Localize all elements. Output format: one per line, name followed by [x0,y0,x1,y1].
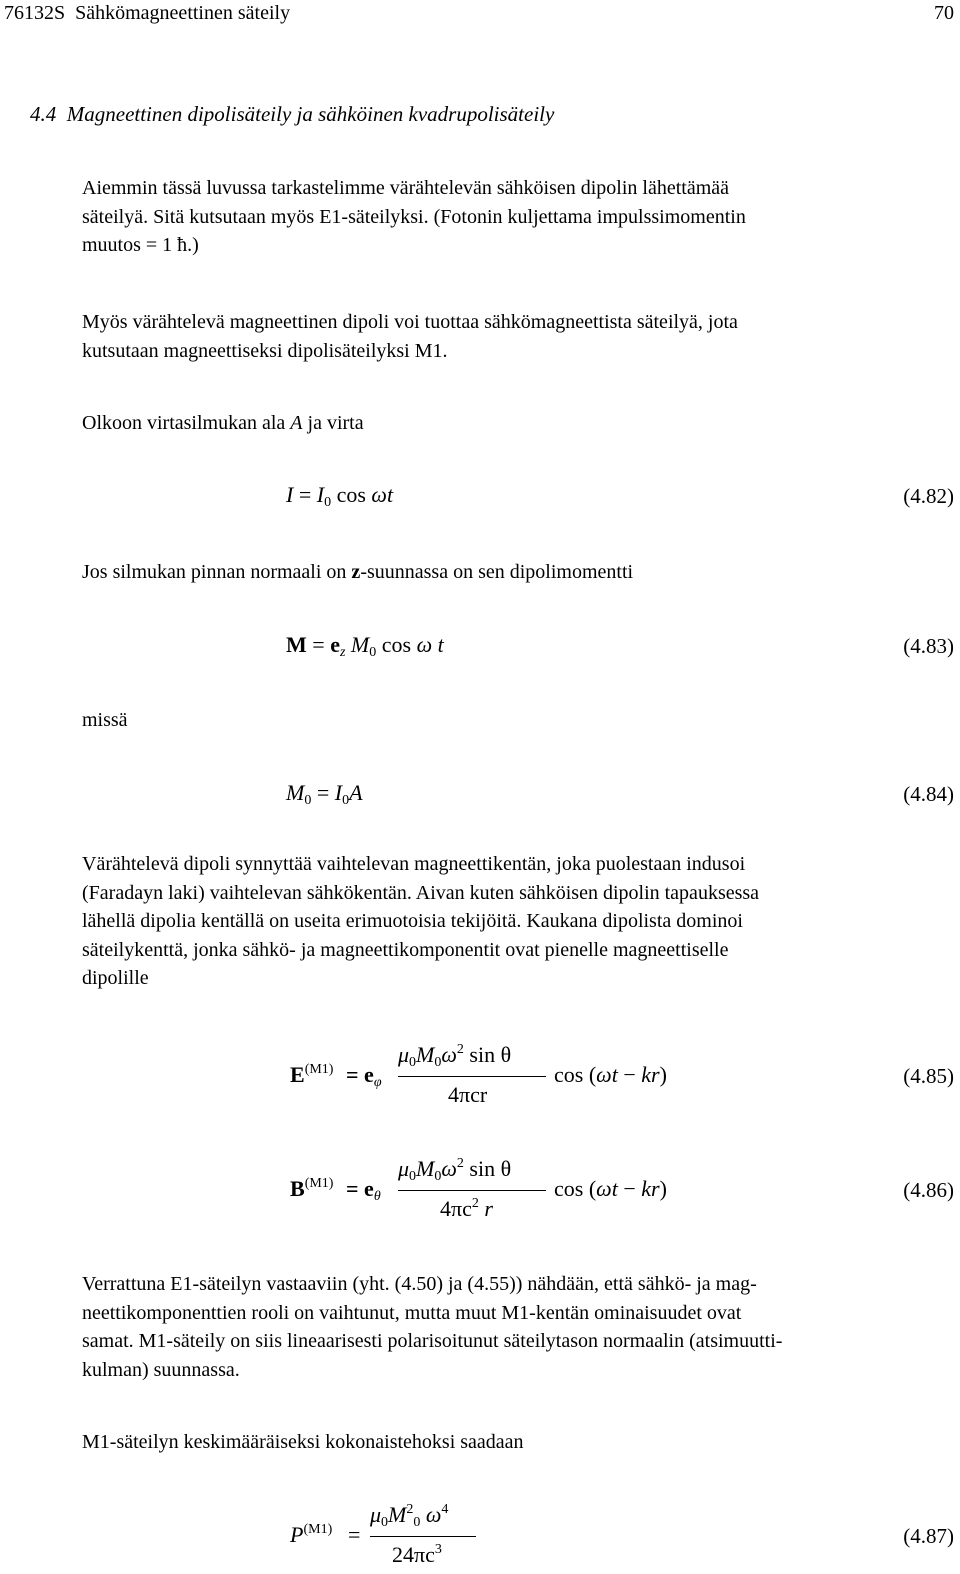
text-line: säteilykenttä, jonka sähkö- ja magneettikomponentit ovat pienelle magneettiselle [82,938,729,961]
subscript: 0 [324,495,332,510]
subscript: 0 [434,1169,442,1184]
subscript: 0 [381,1515,389,1530]
text-line: samat. M1-säteily on siis lineaarisesti polarisoitunut säteilytason normaalin (atsimuutti- [82,1330,783,1352]
symbol-I: I [286,482,294,507]
subscript: 0 [342,793,350,808]
symbol-I: I [334,780,343,805]
minus: − [617,1062,642,1087]
text-run: -suunnassa on sen dipolimomentti [360,561,634,583]
section-title [30,102,554,127]
symbol-z-bold: z [351,561,361,583]
paragraph-2 [82,308,942,365]
den-text: 4πc [440,1196,472,1221]
paren: ) [659,1062,667,1087]
paragraph-7 [82,1270,942,1384]
symbol-t: t [611,1176,618,1201]
paragraph-3 [82,409,942,438]
paren: ) [659,1176,667,1201]
equals: = [306,632,331,657]
cos: cos [376,632,417,657]
equals-e-bold: = e [346,1176,374,1201]
equation-number: (4.87) [903,1524,954,1548]
text-line: lähellä dipolia kentällä on useita erimuotoisia tekijöitä. Kaukana dipolista dominoi [82,910,743,932]
text-line: säteilyä. Sitä kutsutaan myös E1-säteilyksi. (Fotonin kuljettama impulssimomentin [82,205,746,228]
numerator [398,1156,511,1182]
denominator: 4πcr [448,1082,488,1107]
symbol-t: t [611,1062,618,1087]
text-line: neettikomponenttien rooli on vaihtunut, mutta muut M1-kentän ominaisuudet ovat [82,1301,742,1324]
equation-number: (4.86) [903,1178,954,1202]
symbol-M: M [416,1156,435,1181]
section-number: 4.4 [30,102,57,126]
omega: ω [596,1176,612,1201]
equation-4-83 [286,632,444,658]
symbol-P: P [290,1522,304,1547]
sin-theta: sin θ [463,1042,512,1067]
symbol-t: t [432,632,444,657]
text-run: Jos silmukan pinnan normaali on [82,561,352,583]
text-line: kutsutaan magneettiseksi dipolisäteilyksi M1. [82,339,448,362]
mu: μ [398,1042,410,1067]
mu: μ [370,1502,382,1527]
subscript: 0 [304,793,312,808]
subscript: 0 [409,1055,417,1070]
superscript: 3 [434,1542,442,1557]
subscript-theta: θ [373,1189,381,1204]
text-line: muutos = 1 ħ.) [82,234,199,256]
subscript: 0 [413,1515,421,1530]
cos: cos ( [554,1062,597,1087]
omega: ω [441,1042,457,1067]
equation-number: (4.82) [903,484,954,508]
lhs [290,1522,332,1548]
equals: = [348,1522,361,1547]
symbol-e-bold: e [330,632,340,657]
equation-number: (4.83) [903,634,954,658]
omega: ω [416,632,433,657]
symbol-B-bold: B [290,1176,305,1201]
cos-term [554,1062,667,1088]
superscript: 2 [406,1502,414,1517]
symbol-kr: kr [641,1176,660,1201]
fraction-line [398,1076,546,1077]
numerator [370,1502,448,1528]
symbol-A: A [349,780,363,805]
equals: = [293,482,317,507]
symbol-r: r [478,1196,493,1221]
lhs [290,1176,333,1202]
minus: − [617,1176,642,1201]
symbol-M0: M [350,632,370,657]
symbol-t: t [386,482,394,507]
header-course-title [4,2,290,25]
symbol-kr: kr [641,1062,660,1087]
sin-theta: sin θ [463,1156,512,1181]
text-line: dipolille [82,967,149,989]
text-line: Värähtelevä dipoli synnyttää vaihtelevan magneettikentän, joka puolestaan indusoi [82,853,746,875]
equation-4-84 [286,780,363,806]
text-line: Verrattuna E1-säteilyn vastaaviin (yht. (4.50) ja (4.55)) nähdään, että sähkö- ja mag- [82,1273,757,1295]
text-line: Myös värähtelevä magneettinen dipoli voi tuottaa sähkömagneettista säteilyä, jota [82,311,738,333]
paragraph-5: missä [82,709,128,731]
numerator [398,1042,511,1068]
superscript: 2 [456,1042,464,1057]
text-line: kulman) suunnassa. [82,1358,240,1381]
symbol-M: M [416,1042,435,1067]
superscript: 4 [441,1502,449,1517]
text-line: Aiemmin tässä luvussa tarkastelimme värähtelevän sähköisen dipolin lähettämää [82,177,730,199]
equals-e [346,1176,381,1202]
paragraph-4 [82,558,942,587]
text-run: Olkoon virtasilmukan ala [82,412,291,434]
header-title: Sähkömagneettinen säteily [75,2,291,24]
paragraph-8: M1-säteilyn keskimääräiseksi kokonaistehoksi saadaan [82,1431,524,1453]
subscript-phi: φ [373,1075,382,1090]
superscript: (M1) [304,1062,334,1077]
cos-term [554,1176,667,1202]
mu: μ [398,1156,410,1181]
subscript: 0 [409,1169,417,1184]
denominator [440,1196,493,1222]
symbol-I0: I [316,482,325,507]
superscript: (M1) [304,1176,334,1191]
equals-e-bold: = e [346,1062,374,1087]
page-number: 70 [934,2,954,24]
symbol-M: M [286,780,305,805]
text-line: (Faradayn laki) vaihtelevan sähkökentän. Aivan kuten sähköisen dipolin tapauksessa [82,881,760,904]
cos: cos ( [554,1176,597,1201]
superscript: 2 [456,1156,464,1171]
symbol-M: M [388,1502,407,1527]
equation-number: (4.85) [903,1064,954,1088]
equals: = [311,780,335,805]
equation-4-82 [286,482,393,508]
symbol-A: A [290,412,303,434]
symbol-M-bold: M [286,632,307,657]
fraction-line [370,1536,476,1537]
omega: ω [371,482,387,507]
cos: cos [331,482,372,507]
lhs [290,1062,333,1088]
subscript: z [339,645,346,660]
subscript: 0 [369,645,377,660]
subscript: 0 [434,1055,442,1070]
section-title-text: Magneettinen dipolisäteily ja sähköinen kvadrupolisäteily [66,102,555,126]
omega: ω [596,1062,612,1087]
header-course: 76132S [4,2,66,24]
superscript: 2 [471,1196,479,1211]
omega: ω [420,1502,442,1527]
text-run: ja virta [302,412,364,434]
den-text: 24πc [392,1542,435,1567]
omega: ω [441,1156,457,1181]
equation-number: (4.84) [903,782,954,806]
denominator [392,1542,442,1568]
symbol-E-bold: E [290,1062,305,1087]
equals-e [346,1062,382,1088]
superscript: (M1) [303,1522,333,1537]
fraction-line [398,1190,546,1191]
paragraph-1 [82,174,942,260]
paragraph-6 [82,850,942,993]
